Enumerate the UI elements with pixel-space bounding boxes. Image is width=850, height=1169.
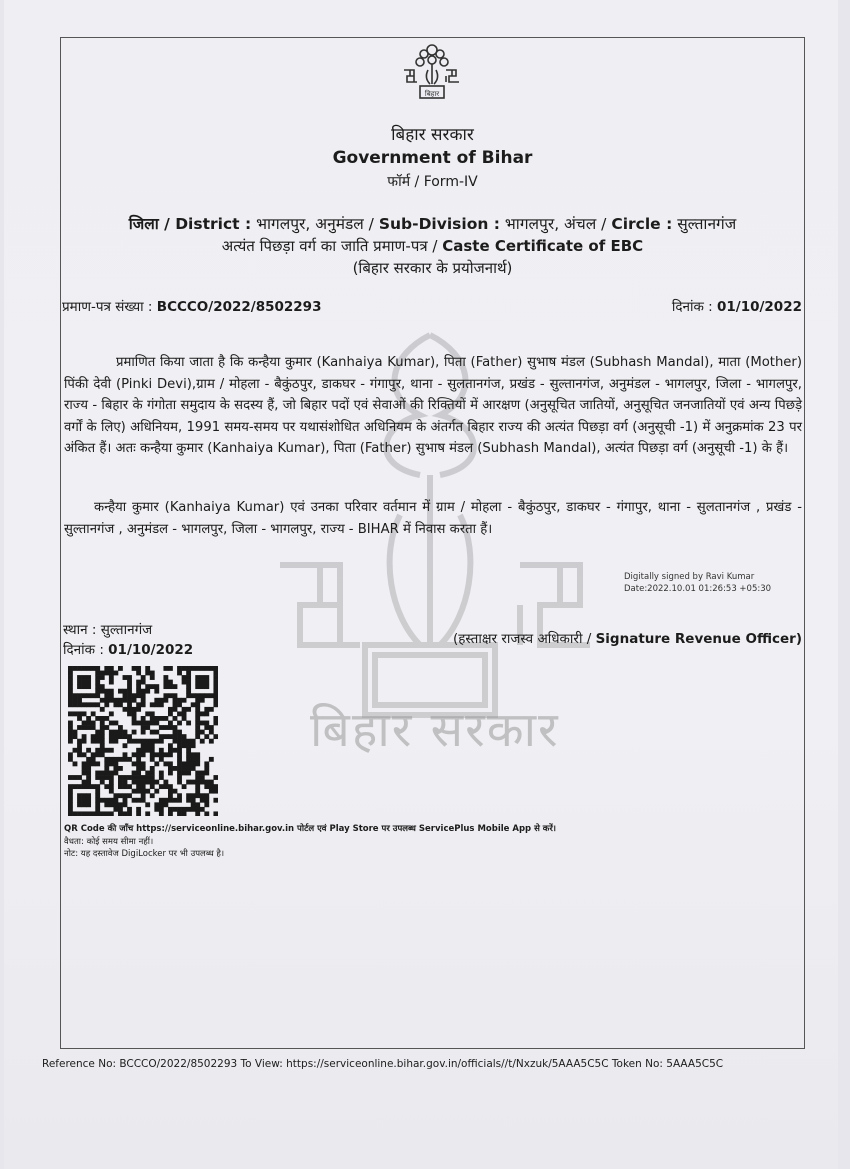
government-name-english: Government of Bihar bbox=[332, 148, 533, 168]
certificate-number bbox=[62, 297, 321, 315]
certificate-number-value: BCCCO/2022/8502293 bbox=[156, 299, 322, 315]
qr-verification-note: QR Code की जाँच https://serviceonline.bihar.gov.in पोर्टल एवं Play Store पर उपलब्ध ServicePlus Mobile App से करें। bbox=[64, 824, 557, 834]
reference-footer: Reference No: BCCCO/2022/8502293 To View: https://serviceonline.bihar.gov.in/officials//t/Nxzuk/5AAA5C5C Token No: 5AAA5C5C bbox=[42, 1058, 724, 1070]
subdivision-label: Sub-Division : bbox=[378, 215, 500, 233]
certificate-subtitle: (बिहार सरकार के प्रयोजनार्थ) bbox=[352, 259, 513, 277]
certificate-title bbox=[60, 236, 805, 256]
place-date-value: 01/10/2022 bbox=[108, 642, 194, 658]
residence-paragraph: कन्हैया कुमार (Kanhaiya Kumar) एवं उनका परिवार वर्तमान में ग्राम / मोहला - बैकुंठपुर, डाकघर - गंगापुर, थाना - सुलतानगंज , प्रखंड - सुल्तानगंज , अनुमंडल - भागलपुर, जिला - भागलपुर, राज्य - BIHAR में निवास करता हैं। bbox=[64, 500, 802, 537]
digilocker-note: नोट: यह दस्तावेज DigiLocker पर भी उपलब्ध है। bbox=[64, 849, 225, 859]
digital-signature-date: Date:2022.10.01 01:26:53 +05:30 bbox=[624, 584, 772, 594]
district-label: जिला / District : bbox=[128, 215, 252, 233]
certificate-title-english: Caste Certificate of EBC bbox=[442, 237, 644, 255]
place-value: सुल्तानगंज bbox=[100, 622, 153, 638]
signature-label-english: Signature Revenue Officer) bbox=[595, 631, 802, 647]
notes bbox=[64, 823, 556, 861]
signature-label-hindi: (हस्ताक्षर राजस्व अधिकारी / bbox=[452, 631, 596, 647]
place bbox=[63, 620, 152, 638]
form-number: फॉर्म / Form-IV bbox=[387, 174, 478, 190]
government-name-hindi: बिहार सरकार bbox=[391, 125, 474, 145]
emblem-caption: बिहार bbox=[424, 90, 440, 98]
qr-code-icon[interactable] bbox=[68, 666, 218, 816]
place-date bbox=[63, 640, 193, 658]
issue-date-value: 01/10/2022 bbox=[716, 299, 802, 315]
signature-label bbox=[453, 629, 802, 647]
issue-date-label: दिनांक : bbox=[671, 299, 717, 315]
digital-signature bbox=[624, 571, 771, 595]
certification-paragraph: प्रमाणित किया जाता है कि कन्हैया कुमार (Kanhaiya Kumar), पिता (Father) सुभाष मंडल (Subhash Mandal), माता (Mother) पिंकी देवी (Pinki Devi),ग्राम / मोहला - बैकुंठपुर, डाकघर - गंगापुर, थाना - सुलतानगंज, प्रखंड - सुल्तानगंज, अनुमंडल - भागलपुर, जिला - भागलपुर, राज्य - बिहार के गंगोता समुदाय के सदस्य हैं, जो बिहार पदों एवं सेवाओं की रिक्तियों में आरक्षण (अनुसूचित जातियों, अनुसूचित जनजातियों एवं अन्य पिछड़े वर्गों के लिए) अधिनियम, 1991 समय-समय पर यथासंशोधित अधिनियम के अंतर्गत बिहार राज्य की अत्यंत पिछड़ा वर्ग (अनुसूची -1) में अनुक्रमांक 23 पर अंकित हैं। अतः कन्हैया कुमार (Kanhaiya Kumar), पिता (Father) सुभाष मंडल (Subhash Mandal), अत्यंत पिछड़ा वर्ग (अनुसूची -1) के हैं। bbox=[64, 355, 802, 456]
circle-value: सुल्तानगंज bbox=[672, 215, 737, 233]
validity-note: वैधता: कोई समय सीमा नहीं। bbox=[64, 836, 154, 847]
certificate-title-hindi: अत्यंत पिछड़ा वर्ग का जाति प्रमाण-पत्र / bbox=[221, 237, 443, 255]
digital-signature-signer: Digitally signed by Ravi Kumar bbox=[624, 572, 755, 582]
place-date-label: दिनांक : bbox=[63, 642, 109, 658]
district-value: भागलपुर, अनुमंडल / bbox=[251, 215, 379, 233]
issue-date bbox=[672, 297, 802, 315]
bihar-emblem-icon bbox=[400, 40, 464, 102]
watermark-text: बिहार सरकार bbox=[310, 702, 560, 758]
certificate-number-label: प्रमाण-पत्र संख्या : bbox=[62, 299, 157, 315]
place-label: स्थान : bbox=[63, 622, 101, 638]
circle-label: Circle : bbox=[611, 215, 673, 233]
subdivision-value: भागलपुर, अंचल / bbox=[499, 215, 612, 233]
district-line bbox=[60, 212, 805, 234]
